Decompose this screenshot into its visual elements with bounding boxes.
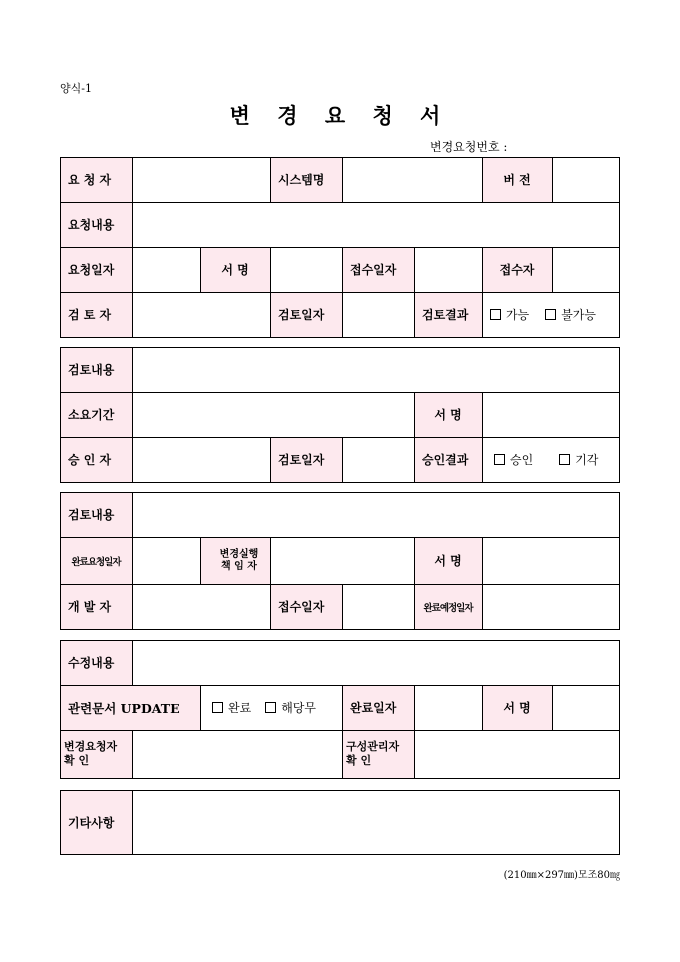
label-signature: 서 명 (482, 685, 552, 730)
label-requester-confirm: 변경요청자 확 인 (60, 730, 132, 778)
form-number: 양식-1 (60, 82, 92, 95)
label-review-date: 검토일자 (270, 437, 342, 482)
label-signature: 서 명 (414, 537, 482, 584)
label-reviewer: 검 토 자 (60, 292, 132, 337)
label-version: 버 전 (482, 157, 552, 202)
label-signature: 서 명 (414, 392, 482, 437)
label-review-content: 검토내용 (60, 492, 132, 537)
label-receipt-date: 접수일자 (342, 247, 414, 292)
label-request-date: 요청일자 (60, 247, 132, 292)
label-developer: 개 발 자 (60, 584, 132, 629)
label-requester: 요 청 자 (60, 157, 132, 202)
option-impossible[interactable]: 불가능 (545, 306, 596, 323)
label-required-period: 소요기간 (60, 392, 132, 437)
label-signature: 서 명 (200, 247, 270, 292)
option-possible[interactable]: 가능 (490, 306, 529, 323)
label-execution-owner: 변경실행 책 임 자 (200, 537, 270, 584)
label-receiver: 접수자 (482, 247, 552, 292)
label-receipt-date: 접수일자 (270, 584, 342, 629)
section-border (60, 347, 620, 483)
label-modification: 수정내용 (60, 640, 132, 685)
paper-spec: (210㎜×297㎜)모조80㎎ (503, 870, 620, 881)
label-approval-result: 승인결과 (414, 437, 482, 482)
label-completion-request-date: 완료요청일자 (60, 537, 132, 584)
option-not-applicable[interactable]: 해당무 (265, 699, 316, 716)
label-review-date: 검토일자 (270, 292, 342, 337)
label-related-docs: 관련문서 UPDATE (60, 685, 200, 730)
label-planned-completion-date: 완료예정일자 (414, 584, 482, 629)
option-approve[interactable]: 승인 (494, 451, 533, 468)
label-review-result: 검토결과 (414, 292, 482, 337)
page-title: 변 경 요 청 서 (229, 103, 451, 128)
label-approver: 승 인 자 (60, 437, 132, 482)
option-done[interactable]: 완료 (212, 699, 251, 716)
label-other: 기타사항 (60, 790, 132, 854)
label-request-content: 요청내용 (60, 202, 132, 247)
label-review-content: 검토내용 (60, 347, 132, 392)
section-border (60, 640, 620, 779)
label-completion-date: 완료일자 (342, 685, 414, 730)
option-reject[interactable]: 기각 (559, 451, 598, 468)
section-border (60, 790, 620, 855)
section-border (60, 492, 620, 630)
label-system-name: 시스템명 (270, 157, 342, 202)
label-config-manager-confirm: 구성관리자 확 인 (342, 730, 414, 778)
request-number-label: 변경요청번호 : (430, 140, 508, 154)
